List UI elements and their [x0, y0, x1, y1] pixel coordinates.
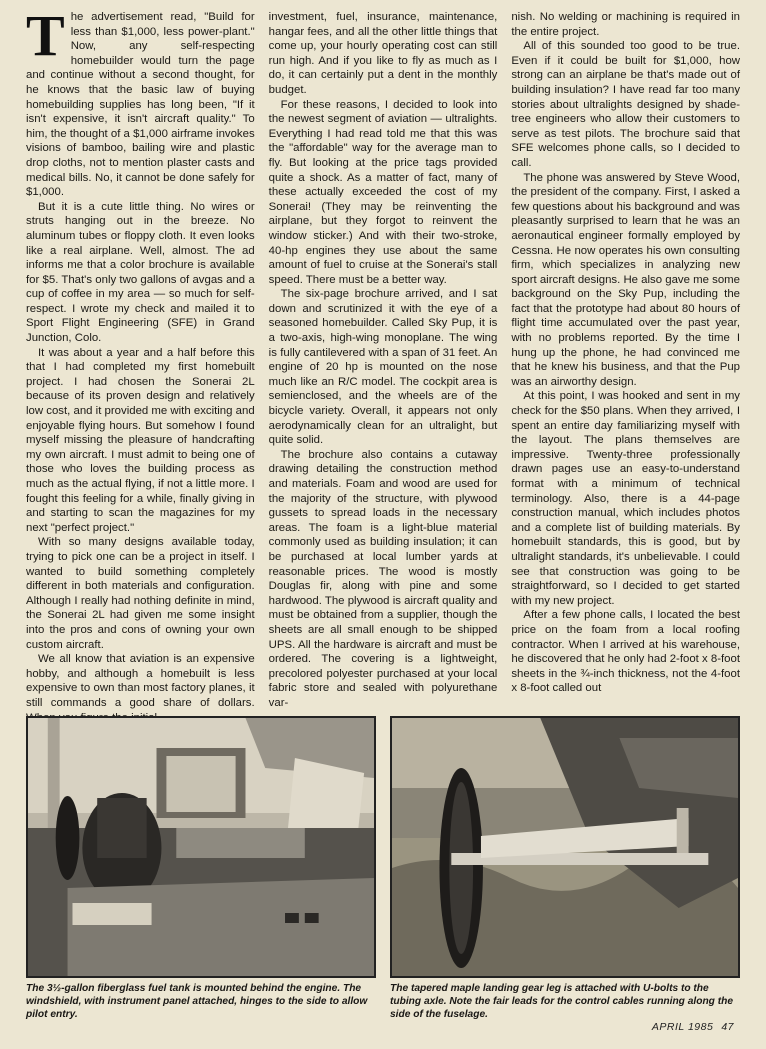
photo-row	[26, 716, 740, 978]
caption-engine-photo: The 3½-gallon fiberglass fuel tank is mounted behind the engine. The windshield, with instrument panel attached, hinges to the side to allow pilot entry.	[26, 983, 368, 1020]
paragraph: The brochure also contains a cutaway drawing detailing the construction method and materials. Foam and wood are used for the majority of the structure, with plywood gussets to spread loads in the necessary areas. The foam is a light-blue material commonly used as building insulation; it can be purchased at local lumber yards at reasonable prices. The wood is mostly Douglas fir, along with pine and some hardwood. The plywood is aircraft quality and must be obtained from a supplier, though the sheets are all small enough to be shipped UPS. All the hardware is aircraft and must be ordered. The covering is a lightweight, precolored polyester purchased at your local fabric store and sealed with polyurethane var-	[268, 448, 498, 709]
paragraph: At this point, I was hooked and sent in my check for the $50 plans. When they arrived, I spent an entire day familiarizing myself with the layout. The plans themselves are impressive. Twenty-three professionally drawn pages use an easy-to-understand format with a minimum of technical terminology. Also, there is a 44-page construction manual, which includes photos and a complete list of building materials. By homebuilt standards, this is good, but by ultralight standards, it's unbelievable. I could see that construction was going to be straightforward, so I decided to get started with my new project.	[511, 390, 741, 607]
landing-gear-photo-image	[392, 718, 738, 976]
paragraph: The six-page brochure arrived, and I sat down and scrutinized it with the eye of a seasoned homebuilder. Called Sky Pup, it is a two-axis, high-wing monoplane. The wing is fully cantilevered with a span of 31 feet. An engine of 20 hp is mounted on the nose much like an R/C model. The cockpit area is semienclosed, and the wheels are of the bicycle variety. Overall, it appears not only aerodynamically clean for an ultralight, but quite solid.	[268, 288, 498, 447]
paragraph: The phone was answered by Steve Wood, the president of the company. First, I asked a few questions about his background and was pleasantly surprised to learn that he was an aeronautical engineer formally employed by Cessna. He now operates his own consulting firm, which specializes in analyzing new sport aircraft designs. He also gave me some background on the Sky Pup, including the fact that the prototype had about 80 hours of flight time accumulated over the past year, with no problems reported. By the time I hung up the phone, he had convinced me that he knew his business, and that the Pup was an airworthy design.	[511, 171, 741, 388]
paragraph: We all know that aviation is an expensive hobby, and although a homebuilt is less expensive to own than most factory planes, it still commands a good share of dollars.	[26, 653, 255, 709]
paragraph: But it is a cute little thing. No wires or struts hanging out in the breeze. No aluminum tubes or floppy cloth. It even looks like a real airplane. Well, almost. The ad informs me that a color brochure is available for $5. That's only two gallons of avgas and a cup of coffee in my area — so much for self-respect. I wrote my check and mailed it to Sport Flight Engineering (SFE) in Grand Junction, Colo.	[26, 200, 255, 345]
paragraph: It was about a year and a half before this that I had completed my first homebuilt project. I had chosen the Sonerai 2L because of its proven design and relatively low cost, and it provided me with exciting and enjoyable flying hours. But somehow I found myself missing the pleasure of handcrafting my own aircraft. I must admit to being one of those who loves the building process as much as the actual flying, if not a little more. I fought this feeling for a while, finally giving in and starting to scan the magazines for my next "perfect project."	[26, 346, 255, 534]
paragraph: For these reasons, I decided to look into the newest segment of aviation — ultralights. Everything I had read told me that this was the "affordable" way for the average man to fly. But looking at the price tags provided quite a shock. As a matter of fact, many of these actually exceeded the cost of my Sonerai! (They may be reinventing the airplane, but they forgot to reinvent the window sticker.) And with their two-stroke, 40-hp engines they use about the same amount of fuel to cruise at the Sonerai's stall speed. There must be a better way.	[268, 98, 498, 286]
drop-cap: T	[26, 3, 65, 68]
paragraph: With so many designs available today, trying to pick one can be a project in itself. I wanted to build something completely different in both materials and configuration. Although I really had nothing definite in mind, the Sonerai 2L had given me some insight into the pros and cons of owning your own custom aircraft.	[26, 536, 255, 651]
paragraph: After a few phone calls, I located the best price on the foam from a local roofing contractor. When I arrived at his warehouse, he discovered that he only had 2-foot x 8-foot sheets in the ¾-inch thickness, not the 4-foot x 8-foot called out	[511, 609, 741, 695]
paragraph: investment, fuel, insurance, maintenance, hangar fees, and all the other little things that come up, your hourly operating cost can still run high. And if you like to fly as much as I do, it can certainly put a dent in the monthly budget.	[268, 11, 498, 96]
paragraph: The advertisement read, "Build for less than $1,000, less power-plant." Now, any self-respecting homebuilder would turn the page and continue without a second thought, for he knows that the basic law of buying homebuilding supplies has long been, "If it isn't expensive, it isn't aircraft quality." To him, the thought of a $1,000 airframe invokes visions of bamboo, bailing wire and plastic drop cloths, not to mention plaster casts and medical bills. No, it cannot be done safely for $1,000.	[26, 3, 255, 199]
caption-landing-gear-photo: The tapered maple landing gear leg is attached with U-bolts to the tubing axle. Note the fair leads for the control cables running along the side of the fuselage.	[390, 983, 734, 1020]
page-footer	[644, 1021, 734, 1033]
engine-fuel-tank-photo	[26, 716, 376, 978]
paragraph: All of this sounded too good to be true. Even if it could be built for $1,000, how strong can an airplane be that's made out of building insulation? I have read far too many stories about ultralights designed by shade-tree engineers who allow their customers to serve as test pilots. The brochure said that SFE welcomes phone calls, so I decided to call.	[511, 40, 741, 169]
article-body	[26, 3, 741, 710]
paragraph: nish. No welding or machining is required in the entire project.	[511, 11, 741, 38]
column-3	[511, 10, 740, 710]
issue-date: APRIL 1985	[651, 1021, 714, 1033]
page-number: 47	[721, 1021, 734, 1033]
column-1	[26, 3, 255, 710]
landing-gear-photo	[390, 716, 740, 978]
column-2	[269, 10, 498, 710]
engine-photo-image	[28, 718, 374, 976]
caption-row	[26, 982, 740, 1021]
